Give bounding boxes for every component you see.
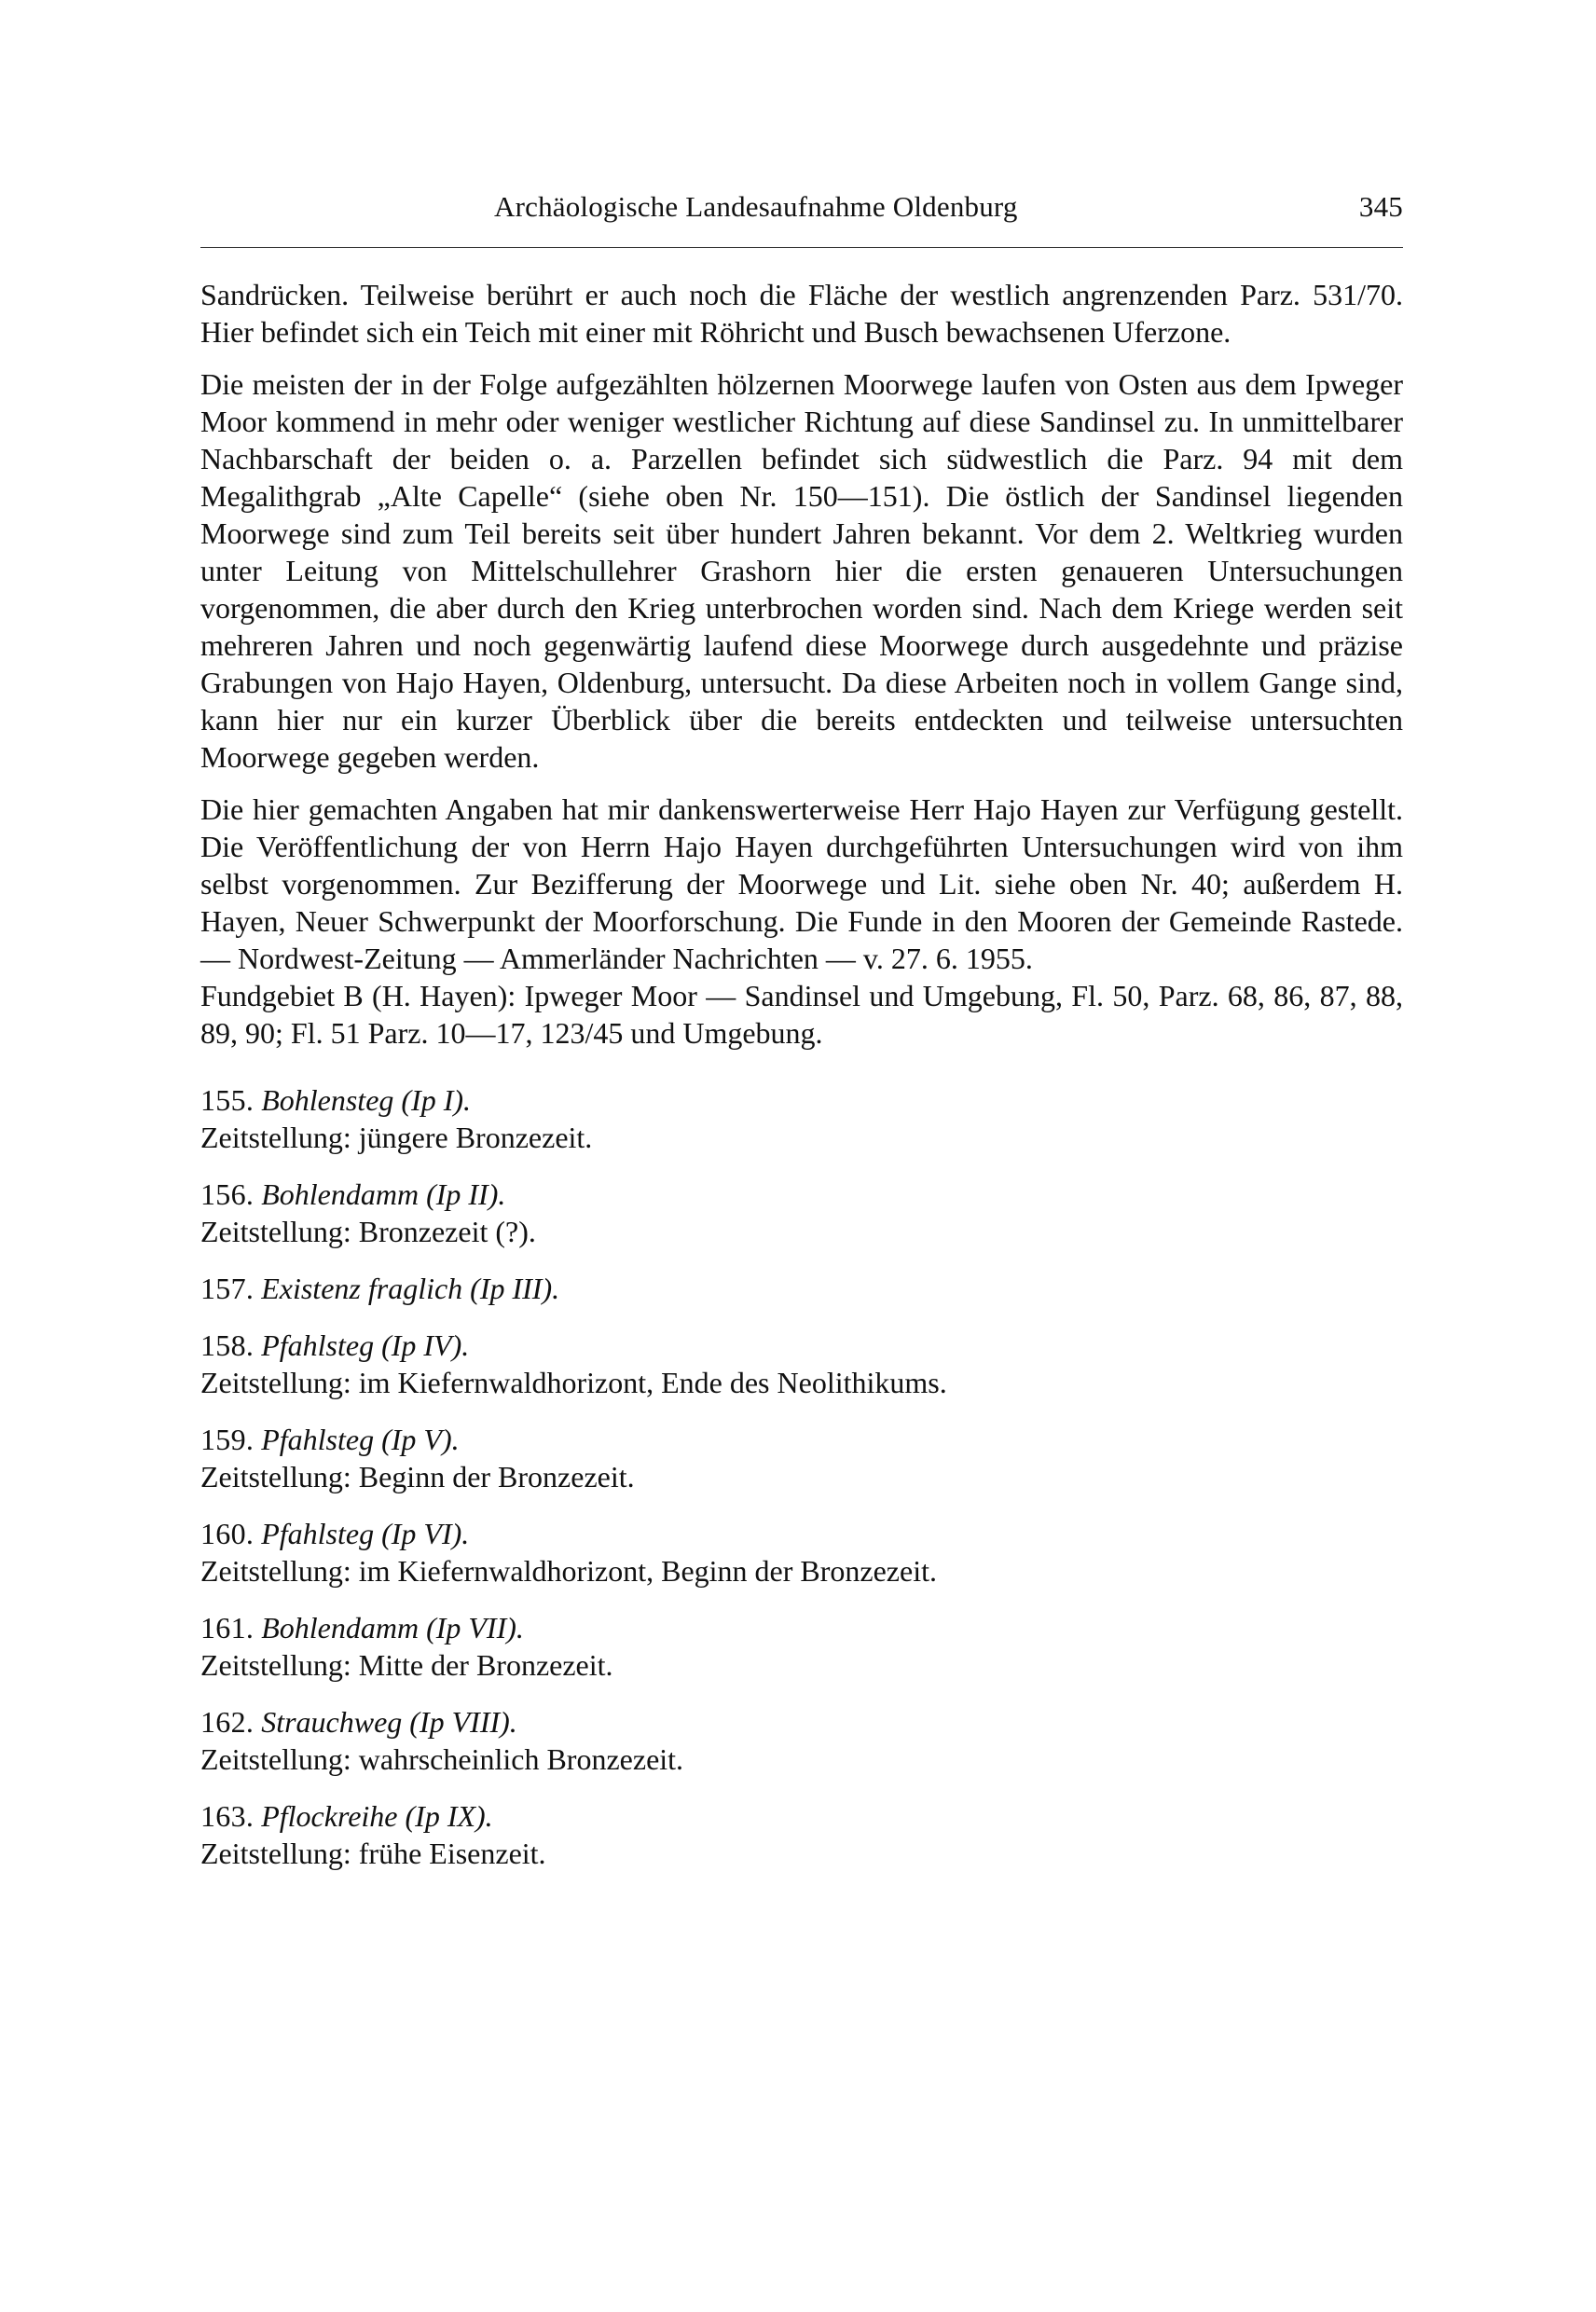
list-item: [200, 1515, 1403, 1590]
list-item: [200, 1421, 1403, 1495]
entry-dating: Zeitstellung: wahrscheinlich Bronzezeit.: [200, 1742, 684, 1776]
body-text: [200, 276, 1403, 1892]
entry-number: 155.: [200, 1083, 255, 1117]
entry-number: 159.: [200, 1423, 255, 1456]
entry-dating: Zeitstellung: Beginn der Bronzezeit.: [200, 1460, 635, 1493]
entry-title: [200, 1081, 1403, 1119]
entry-title: [200, 1176, 1403, 1213]
entry-name: Pfahlsteg (Ip V).: [261, 1423, 460, 1456]
entry-title: [200, 1797, 1403, 1835]
header-rule: [200, 247, 1403, 248]
paragraph-fundgebiet: Fundgebiet B (H. Hayen): Ipweger Moor — Sandinsel und Umgebung, Fl. 50, Parz. 68, 86, 87, 88, 89, 90; Fl. 51 Parz. 10—17, 123/45 und Umgebung.: [200, 979, 1403, 1050]
entry-name: Pfahlsteg (Ip VI).: [261, 1517, 470, 1550]
entry-title: [200, 1327, 1403, 1364]
entry-dating: Zeitstellung: jüngere Bronzezeit.: [200, 1121, 593, 1154]
entry-dating: Zeitstellung: Bronzezeit (?).: [200, 1215, 536, 1248]
entry-dating: Zeitstellung: Mitte der Bronzezeit.: [200, 1648, 613, 1682]
entry-name: Pflockreihe (Ip IX).: [261, 1799, 493, 1833]
entry-title: [200, 1703, 1403, 1741]
entry-name: Pfahlsteg (Ip IV).: [261, 1328, 470, 1362]
entry-number: 162.: [200, 1705, 255, 1739]
entry-number: 156.: [200, 1177, 255, 1211]
page-number: 345: [1358, 190, 1403, 223]
running-title: Archäologische Landesaufnahme Oldenburg: [494, 190, 1018, 223]
list-item: [200, 1176, 1403, 1250]
paragraph-moorwege: Die meisten der in der Folge aufgezählten hölzernen Moorwege laufen von Osten aus dem Ipweger Moor kommend in mehr oder weniger westlicher Richtung auf diese Sandinsel zu. In unmittelbarer Nachbarschaft der beiden o. a. Parzellen befindet sich südwestlich die Parz. 94 mit dem Megalithgrab „Alte Capelle“ (siehe oben Nr. 150—151). Die östlich der Sandinsel liegenden Moorwege sind zum Teil bereits seit über hundert Jahren bekannt. Vor dem 2. Weltkrieg wurden unter Leitung von Mittelschullehrer Grashorn hier die ersten genaueren Untersuchungen vorgenommen, die aber durch den Krieg unterbrochen worden sind. Nach dem Kriege werden seit mehreren Jahren und noch gegenwärtig laufend diese Moorwege durch ausgedehnte und präzise Grabungen von Hajo Hayen, Oldenburg, untersucht. Da diese Arbeiten noch in vollem Gange sind, kann hier nur ein kurzer Überblick über die bereits entdeckten und teilweise untersuchten Moorwege gegeben werden.: [200, 367, 1403, 774]
entry-list: [200, 1081, 1403, 1872]
entry-number: 158.: [200, 1328, 255, 1362]
entry-dating: Zeitstellung: frühe Eisenzeit.: [200, 1837, 546, 1870]
entry-dating: Zeitstellung: im Kiefernwaldhorizont, Ende des Neolithikums.: [200, 1366, 947, 1399]
paragraph-continuation: Sandrücken. Teilweise berührt er auch noch die Fläche der westlich angrenzenden Parz. 531/70. Hier befindet sich ein Teich mit einer mit Röhricht und Busch bewachsenen Uferzone.: [200, 278, 1403, 349]
entry-title: [200, 1609, 1403, 1646]
entry-number: 163.: [200, 1799, 255, 1833]
list-item: [200, 1081, 1403, 1156]
list-item: [200, 1270, 1403, 1307]
entry-dating: Zeitstellung: im Kiefernwaldhorizont, Beginn der Bronzezeit.: [200, 1554, 937, 1588]
entry-number: 157.: [200, 1272, 255, 1305]
list-item: [200, 1609, 1403, 1684]
entry-name: Bohlendamm (Ip II).: [261, 1177, 506, 1211]
entry-title: [200, 1421, 1403, 1458]
entry-number: 160.: [200, 1517, 255, 1550]
entry-name: Strauchweg (Ip VIII).: [261, 1705, 517, 1739]
entry-name: Existenz fraglich (Ip III).: [261, 1272, 560, 1305]
list-item: [200, 1327, 1403, 1401]
entry-number: 161.: [200, 1611, 255, 1645]
list-item: [200, 1797, 1403, 1872]
entry-name: Bohlensteg (Ip I).: [261, 1083, 472, 1117]
entry-name: Bohlendamm (Ip VII).: [261, 1611, 524, 1645]
list-item: [200, 1703, 1403, 1778]
entry-title: [200, 1270, 1403, 1307]
page-header: [200, 190, 1403, 237]
paragraph-angaben: Die hier gemachten Angaben hat mir dankenswerterweise Herr Hajo Hayen zur Verfügung gestellt. Die Veröffentlichung der von Herrn Hajo Hayen durchgeführten Untersuchungen wird von ihm selbst vorgenommen. Zur Bezifferung der Moorwege und Lit. siehe oben Nr. 40; außerdem H. Hayen, Neuer Schwerpunkt der Moorforschung. Die Funde in den Mooren der Gemeinde Rastede. — Nordwest-Zeitung — Ammerländer Nachrichten — v. 27. 6. 1955.: [200, 792, 1403, 975]
entry-title: [200, 1515, 1403, 1552]
